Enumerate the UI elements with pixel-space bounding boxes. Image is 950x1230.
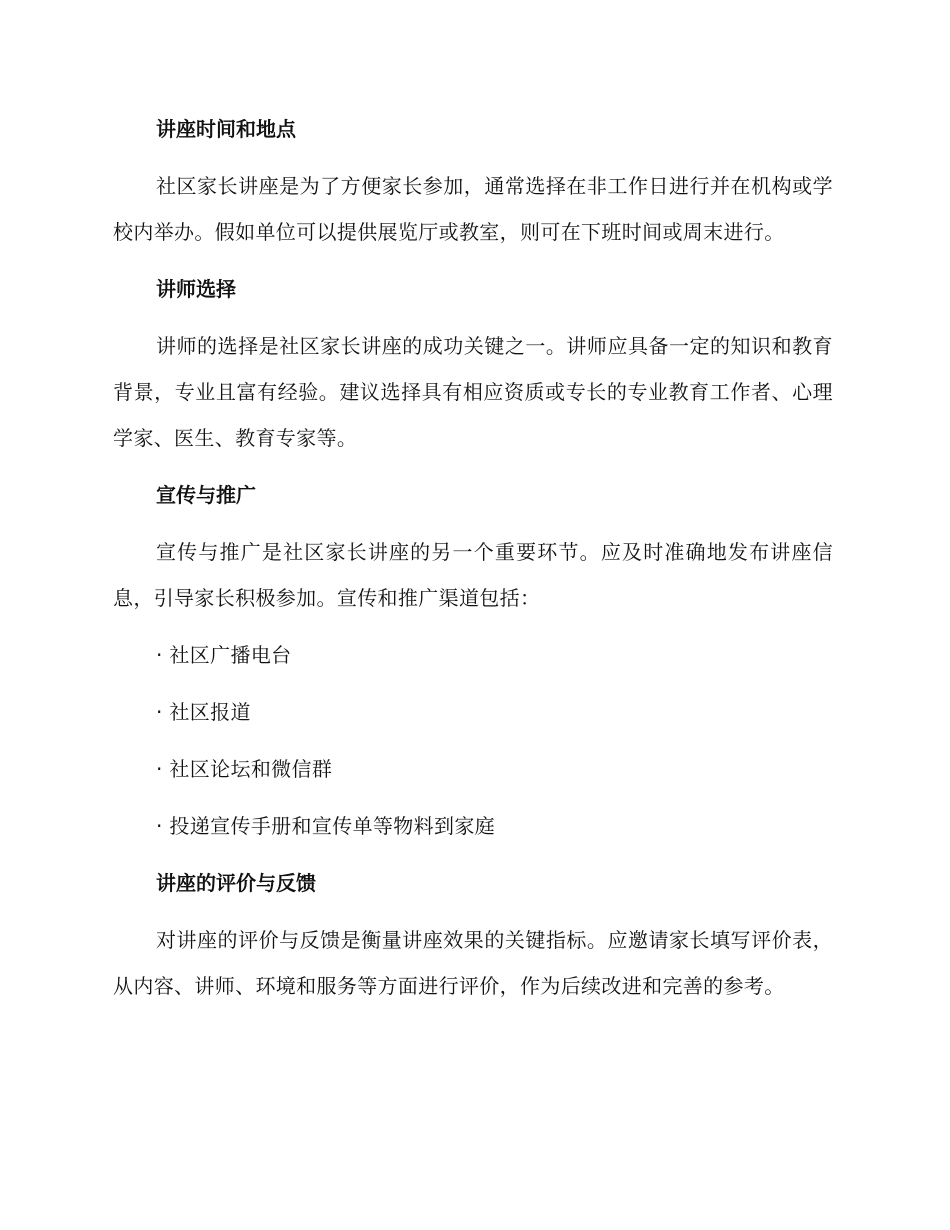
document-content (113, 106, 833, 1020)
list-item: · 社区论坛和微信群 (156, 757, 333, 781)
section-body-promotion: 宣传与推广是社区家长讲座的另一个重要环节。应及时准确地发布讲座信息，引导家长积极参加。宣传和推广渠道包括： (113, 540, 833, 610)
section-body-feedback: 对讲座的评价与反馈是衡量讲座效果的关键指标。应邀请家长填写评价表，从内容、讲师、环境和服务等方面进行评价，作为后续改进和完善的参考。 (113, 928, 833, 998)
section-heading-promotion: 宣传与推广 (156, 483, 256, 507)
list-item: · 投递宣传手册和宣传单等物料到家庭 (156, 814, 496, 838)
list-item: · 社区报道 (156, 700, 251, 724)
section-body-time-location: 社区家长讲座是为了方便家长参加，通常选择在非工作日进行并在机构或学校内举办。假如单位可以提供展览厅或教室，则可在下班时间或周末进行。 (113, 174, 833, 244)
section-heading-speaker: 讲师选择 (156, 277, 236, 301)
section-heading-time-location: 讲座时间和地点 (156, 117, 296, 141)
section-body-speaker: 讲师的选择是社区家长讲座的成功关键之一。讲师应具备一定的知识和教育背景，专业且富有经验。建议选择具有相应资质或专长的专业教育工作者、心理学家、医生、教育专家等。 (113, 334, 833, 450)
section-heading-feedback: 讲座的评价与反馈 (156, 871, 316, 895)
list-item: · 社区广播电台 (156, 643, 292, 667)
